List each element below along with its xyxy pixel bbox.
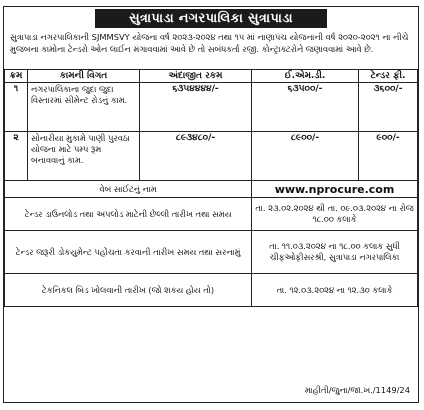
- row-fee: ૩૬૦૦/-: [359, 83, 418, 132]
- tender-notice: [3, 6, 419, 403]
- header-sr: ક્રમ: [5, 70, 28, 83]
- header-amount: અંદાજીત રકમ: [140, 70, 252, 83]
- table-row: [5, 132, 418, 181]
- table-header-row: [5, 70, 418, 83]
- title-bar: [4, 7, 418, 29]
- header-emd: ઈ.એમ.ડી.: [252, 70, 359, 83]
- footer-reference: માહીતી/જુના/જા.ખ./1149/24: [304, 385, 410, 395]
- row-amount: ૬૩૫૪૪૪૪/-: [140, 83, 252, 132]
- row-fee: ૯૦૦/-: [359, 132, 418, 181]
- download-row: [5, 198, 418, 231]
- row-emd: ૬૩૫૦૦/-: [252, 83, 359, 132]
- documents-row: [5, 231, 418, 274]
- website-row: [5, 181, 418, 198]
- header-work: કામની વિગત: [28, 70, 140, 83]
- download-value: તા. ૨૩.૦૨.૨૦૨૪ થી તા. ૦૯.૦૩.૨૦૨૪ ના રોજ ૧૮.૦૦ કલાકે: [252, 198, 418, 231]
- technical-bid-value: તા. ૧૨.૦૩.૨૦૨૪ ના ૧૨.૩૦ કલાકે: [252, 274, 418, 307]
- website-label: વેબ સાઈટનું નામ: [5, 181, 252, 198]
- table-row: [5, 83, 418, 132]
- website-value: www.nprocure.com: [252, 181, 418, 198]
- documents-value: તા. ૧૧.૦૩.૨૦૨૪ ના ૧૮.૦૦ કલાક સુધી ચીફઓફીસરશ્રી, સુત્રાપાડા નગરપાલિકા: [252, 231, 418, 274]
- technical-bid-label: ટેકનિકલ બિડ ખોલવાની તારીખ (જો શકય હોય તો): [5, 274, 252, 307]
- download-label: ટેન્ડર ડાઉનલોડ તથા અપલોડ માટેની છેલ્લી તારીખ તથા સમય: [5, 198, 252, 231]
- row-work: સોનારીયા મુકામે પાણી પુરવઠા યોજના માટે પમ્પ રૂમ બનાવવાનું કામ.: [28, 132, 140, 181]
- row-amount: ૮૯૩૪૮૦/-: [140, 132, 252, 181]
- notice-title: સુત્રાપાડા નગરપાલિકા સુત્રાપાડા: [95, 9, 327, 28]
- technical-bid-row: [5, 274, 418, 307]
- documents-label: ટેન્ડર જરૂરી ડોકયુમેન્ટ પહોંચતા કરવાની તારીખ સમય તથા સરનામું: [5, 231, 252, 274]
- row-sr: ૧: [5, 83, 28, 132]
- header-fee: ટેન્ડર ફી.: [359, 70, 418, 83]
- row-sr: ૨: [5, 132, 28, 181]
- row-work: નગરપાલિકાના જુદા જુદા વિસ્તારમાં સીમેન્ટ રોડનું કામ.: [28, 83, 140, 132]
- works-table: [4, 69, 418, 307]
- row-emd: ૮૯૦૦/-: [252, 132, 359, 181]
- notice-intro: સુત્રાપાડા નગરપાલિકાની SJMMSVY યોજના વર્ષ ૨૦૨૩-૨૦૨૪ તથા ૧૫ માં નાણાપંચ યોજનાની વર્ષ ૨૦૨૦-૨૦૨૧ ના નીચે મુજબના કામોના ટેન્ડરો ઓન લાઈન મંગાવવામાં આવે છે તો સબંધકર્તા રજી. કોન્ટ્રાક્ટરોને જણાવવામાં આવે છે.: [10, 32, 409, 54]
